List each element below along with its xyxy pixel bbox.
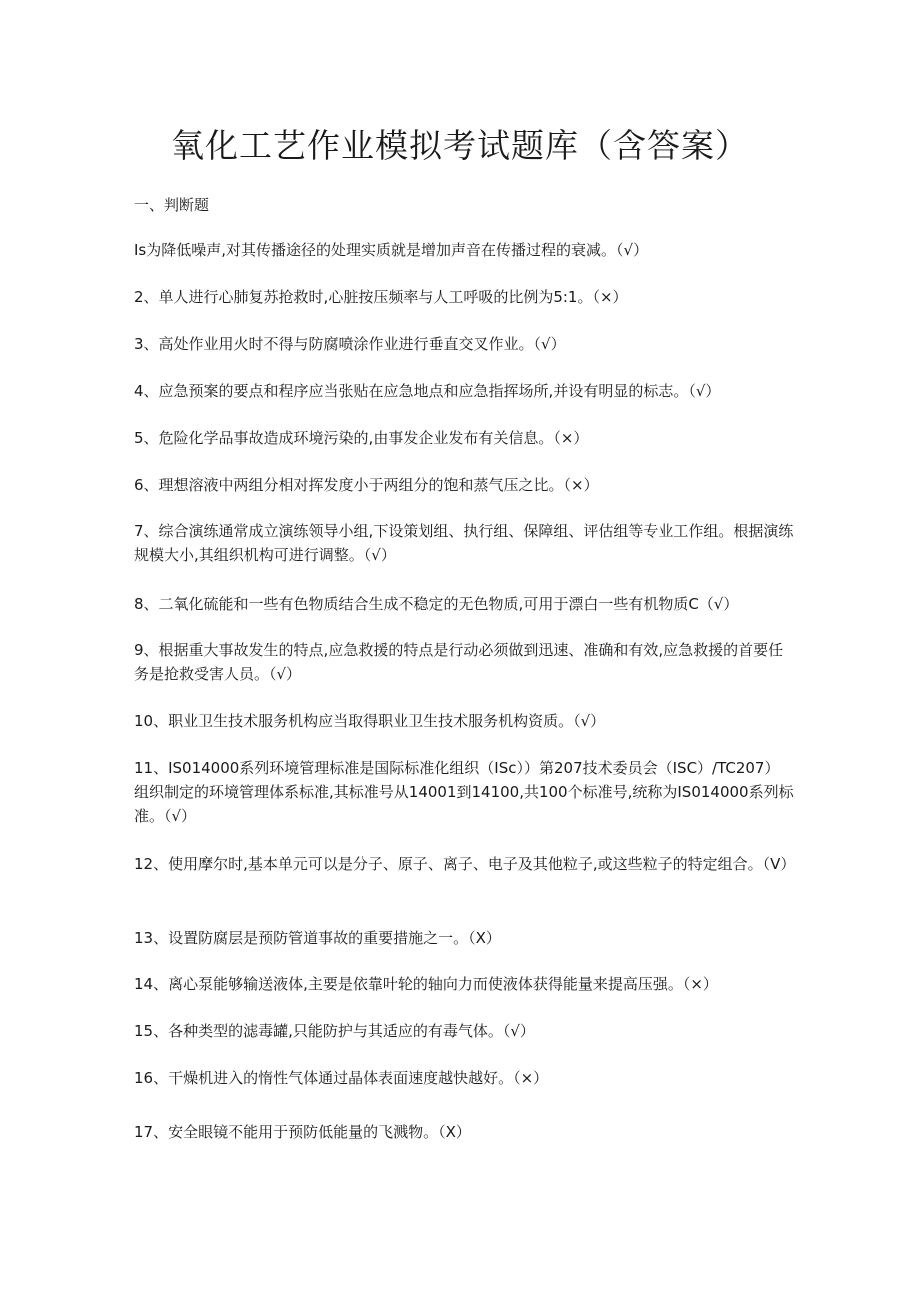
question-item: 7、综合演练通常成立演练领导小组,下设策划组、执行组、保障组、评估组等专业工作组。根据演练规模大小,其组织机构可进行调整。（√） bbox=[134, 522, 794, 564]
question-item: 13、设置防腐层是预防管道事故的重要措施之一。（X） bbox=[134, 929, 501, 947]
question-item: 12、使用摩尔时,基本单元可以是分子、原子、离子、电子及其他粒子,或这些粒子的特定组合。（V） bbox=[134, 855, 796, 873]
question-item: 14、离心泵能够输送液体,主要是依靠叶轮的轴向力而使液体获得能量来提高压强。（×） bbox=[134, 975, 718, 993]
question-item: 10、职业卫生技术服务机构应当取得职业卫生技术服务机构资质。（√） bbox=[134, 712, 606, 730]
question-item: 9、根据重大事故发生的特点,应急救援的特点是行动必须做到迅速、准确和有效,应急救援的首要任务是抢救受害人员。（√） bbox=[134, 641, 784, 683]
section-heading: 一、判断题 bbox=[134, 196, 210, 214]
question-item: 5、危险化学品事故造成环境污染的,由事发企业发布有关信息。（×） bbox=[134, 429, 589, 447]
question-item: 3、高处作业用火时不得与防腐喷涂作业进行垂直交叉作业。（√） bbox=[134, 335, 566, 353]
question-item: 8、二氧化硫能和一些有色物质结合生成不稳定的无色物质,可用于漂白一些有机物质C（√） bbox=[134, 595, 739, 613]
question-item: 4、应急预案的要点和程序应当张贴在应急地点和应急指挥场所,并设有明显的标志。（√） bbox=[134, 382, 721, 400]
page-title: 氧化工艺作业模拟考试题库（含答案） bbox=[171, 126, 749, 165]
question-item: 11、IS014000系列环境管理标准是国际标准化组织（ISc））第207技术委员会（ISC）/TC207）组织制定的环境管理体系标准,其标准号从14001到14100,共100个标准号,统称为IS014000系列标准。（√） bbox=[134, 759, 794, 825]
question-item: 16、干燥机进入的惰性气体通过晶体表面速度越快越好。（×） bbox=[134, 1069, 549, 1087]
question-item: 17、安全眼镜不能用于预防低能量的飞溅物。（X） bbox=[134, 1123, 471, 1141]
question-item: Is为降低噪声,对其传播途径的处理实质就是增加声音在传播过程的衰减。（√） bbox=[134, 241, 649, 259]
question-item: 2、单人进行心肺复苏抢救时,心脏按压频率与人工呼吸的比例为5:1。（×） bbox=[134, 288, 628, 306]
question-item: 6、理想溶液中两组分相对挥发度小于两组分的饱和蒸气压之比。（×） bbox=[134, 476, 599, 494]
question-item: 15、各种类型的滤毒罐,只能防护与其适应的有毒气体。（√） bbox=[134, 1022, 535, 1040]
